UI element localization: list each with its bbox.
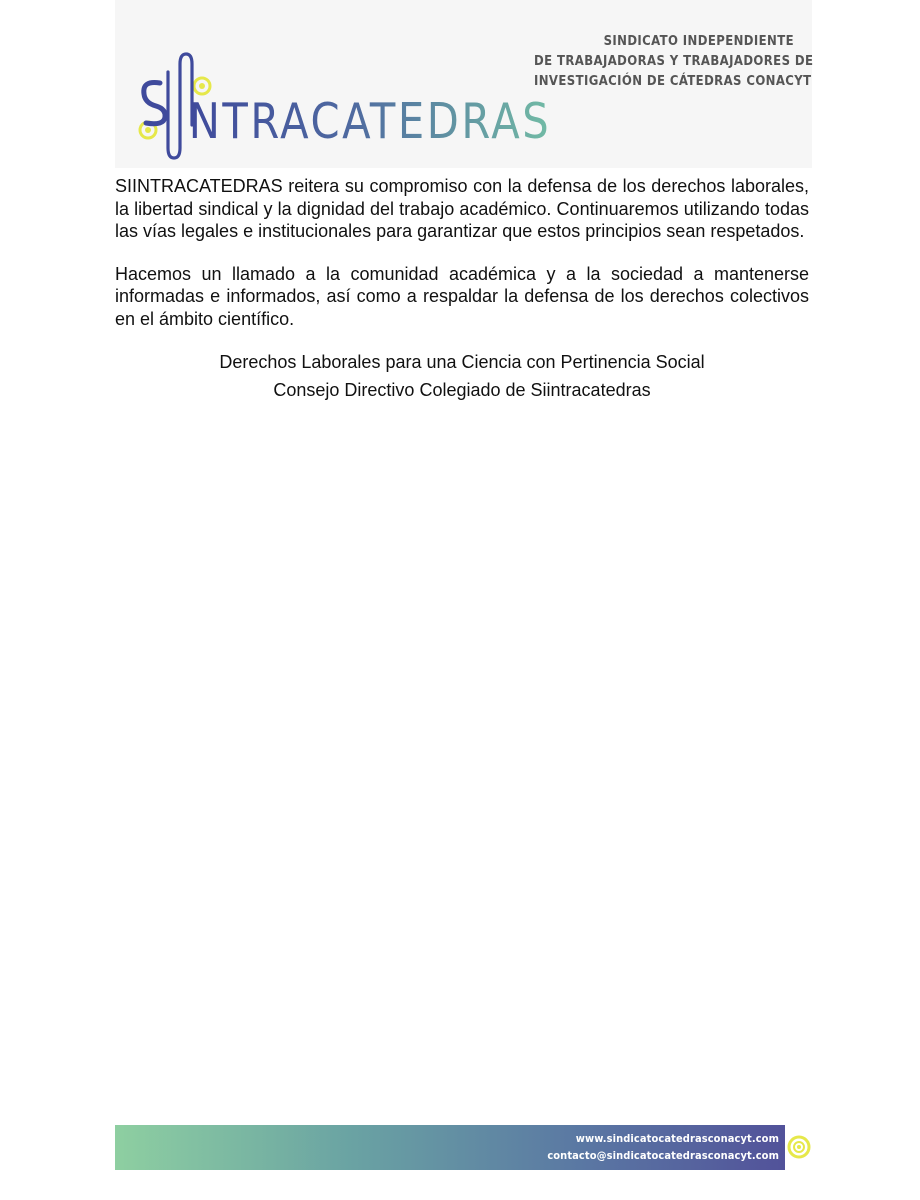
- footer-contact: [547, 1130, 779, 1164]
- logo-wordmark: NTRACATEDRAS: [188, 92, 552, 150]
- union-name-line: DE TRABAJADORAS Y TRABAJADORES DE: [534, 54, 814, 69]
- union-name-block: [534, 32, 814, 92]
- union-name-line: SINDICATO INDEPENDIENTE: [603, 34, 794, 49]
- letterhead-footer: [115, 1125, 785, 1170]
- signature-council: Consejo Directivo Colegiado de Siintracatedras: [273, 380, 651, 400]
- paragraph-commitment: SIINTRACATEDRAS reitera su compromiso con la defensa de los derechos laborales, la libertad sindical y la dignidad del trabajo académico. Continuaremos utilizando todas las vías legales e institucionales para garantizar que estos principios sean respetados.: [115, 176, 809, 241]
- logo-graphic: [136, 50, 552, 168]
- signature-motto: Derechos Laborales para una Ciencia con Pertinencia Social: [219, 352, 705, 372]
- signature-block: [115, 348, 809, 404]
- document-body: [115, 175, 809, 404]
- siintracatedras-logo: [136, 50, 552, 168]
- union-name-line: INVESTIGACIÓN DE CÁTEDRAS CONACYT: [534, 74, 812, 89]
- paragraph-call-to-action: Hacemos un llamado a la comunidad académica y a la sociedad a mantenerse informadas e informados, así como a respaldar la defensa de los derechos colectivos en el ámbito científico.: [115, 263, 809, 329]
- target-circle-icon: [194, 78, 210, 94]
- website-link[interactable]: www.sindicatocatedrasconacyt.com: [575, 1132, 779, 1145]
- target-circle-icon: [786, 1134, 812, 1160]
- logo-s-letter: [144, 82, 165, 123]
- email-link[interactable]: contacto@sindicatocatedrasconacyt.com: [547, 1149, 779, 1162]
